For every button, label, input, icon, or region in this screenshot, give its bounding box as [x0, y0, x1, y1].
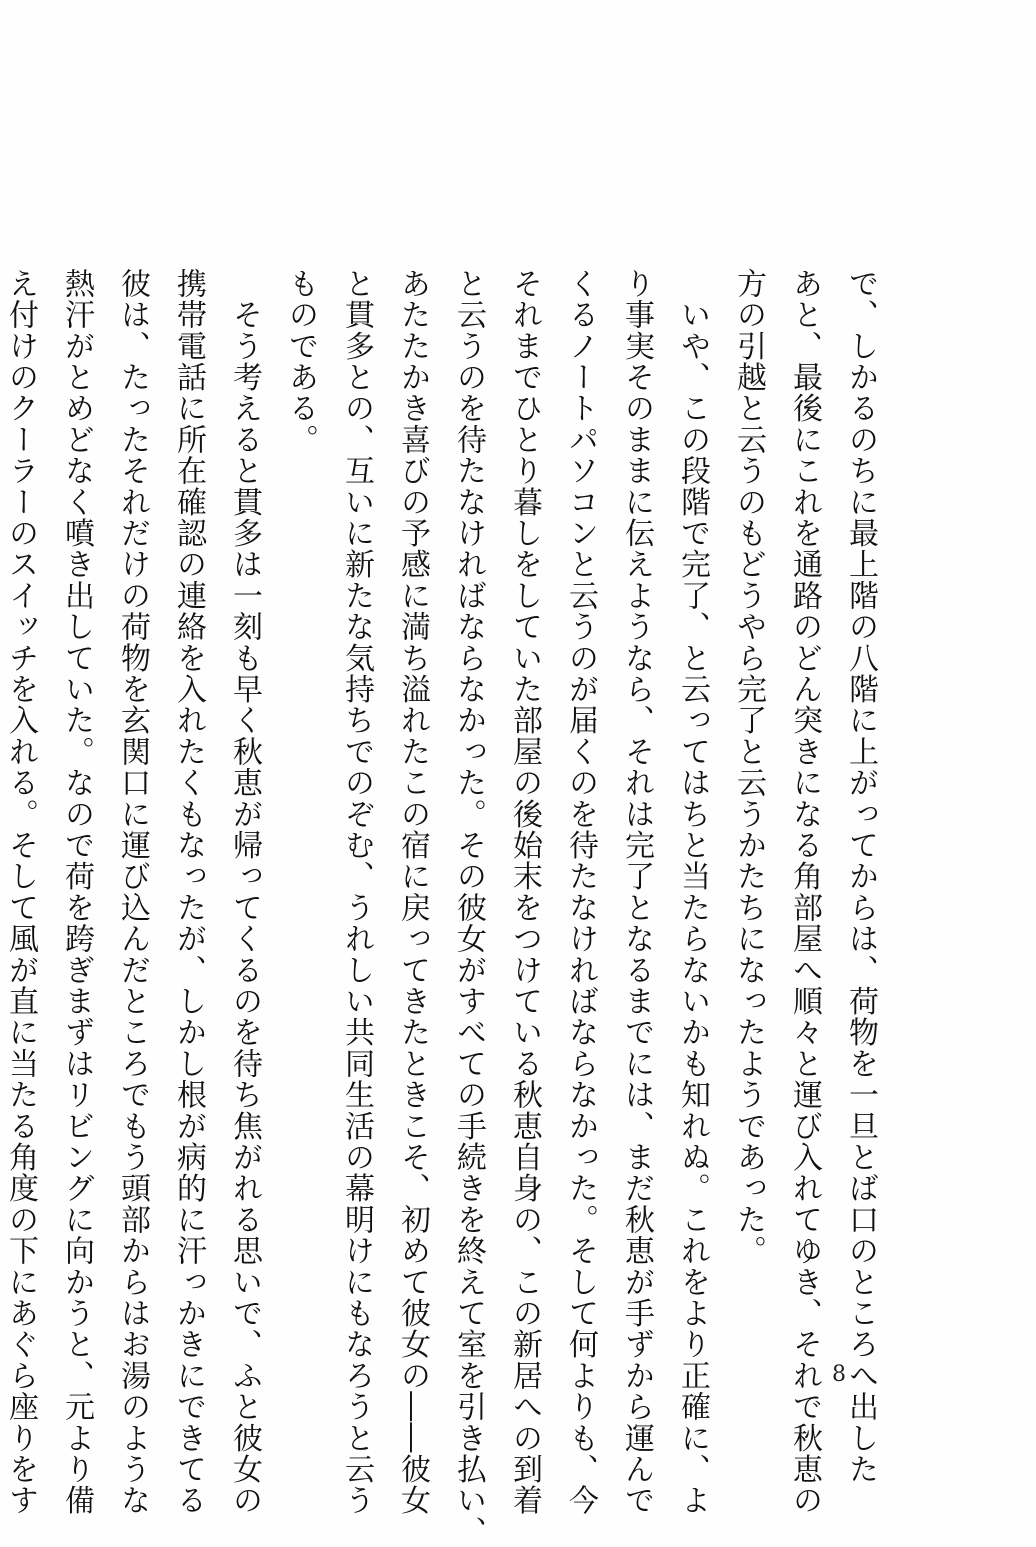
text-line: それまでひとり暮しをしていた部屋の後始末をつけている秋恵自身の、この新居への到着	[507, 268, 542, 1516]
text-line: 携帯電話に所在確認の連絡を入れたくもなったが、しかし根が病的に汗っかきにできてる	[171, 268, 206, 1516]
text-line: 熱汗がとめどなく噴き出していた。なので荷を跨ぎまずはリビングに向かうと、元より備	[59, 268, 94, 1516]
text-line: ものである。	[283, 268, 318, 456]
text-line: え付けのクーラーのスイッチを入れる。そして風が直に当たる角度の下にあぐら座りをす	[3, 268, 38, 1516]
text-line: あたたかき喜びの予感に満ち溢れたこの宿に戻ってきたときこそ、初めて彼女の――彼女	[395, 268, 430, 1516]
vertical-text-body	[0, 268, 888, 1547]
text-line: くるノートパソコンと云うのが届くのを待たなければならなかった。そして何よりも、今	[563, 268, 598, 1516]
page-number: 8	[832, 1362, 846, 1387]
text-line: 彼は、たったそれだけの荷物を玄関口に運び込んだところでもう頭部からはお湯のような	[115, 268, 150, 1516]
text-line: 方の引越と云うのもどうやら完了と云うかたちになったようであった。	[731, 268, 766, 1267]
text-line: そう考えると貫多は一刻も早く秋恵が帰ってくるのを待ち焦がれる思いで、ふと彼女の	[227, 268, 262, 1516]
text-line: と貫多との、互いに新たな気持ちでのぞむ、うれしい共同生活の幕明けにもなろうと云う	[339, 268, 374, 1516]
text-line: いや、この段階で完了、と云ってはちと当たらないかも知れぬ。これをより正確に、よ	[675, 268, 710, 1516]
text-line: で、しかるのちに最上階の八階に上がってからは、荷物を一旦とば口のところへ出した	[843, 268, 878, 1485]
text-line: と云うのを待たなければならなかった。その彼女がすべての手続きを終えて室を引き払い、	[451, 268, 486, 1547]
text-line: あと、最後にこれを通路のどん突きになる角部屋へ順々と運び入れてゆき、それで秋恵の	[787, 268, 822, 1516]
text-line: り事実そのままに伝えようなら、それは完了となるまでには、まだ秋恵が手ずから運んで	[619, 268, 654, 1516]
